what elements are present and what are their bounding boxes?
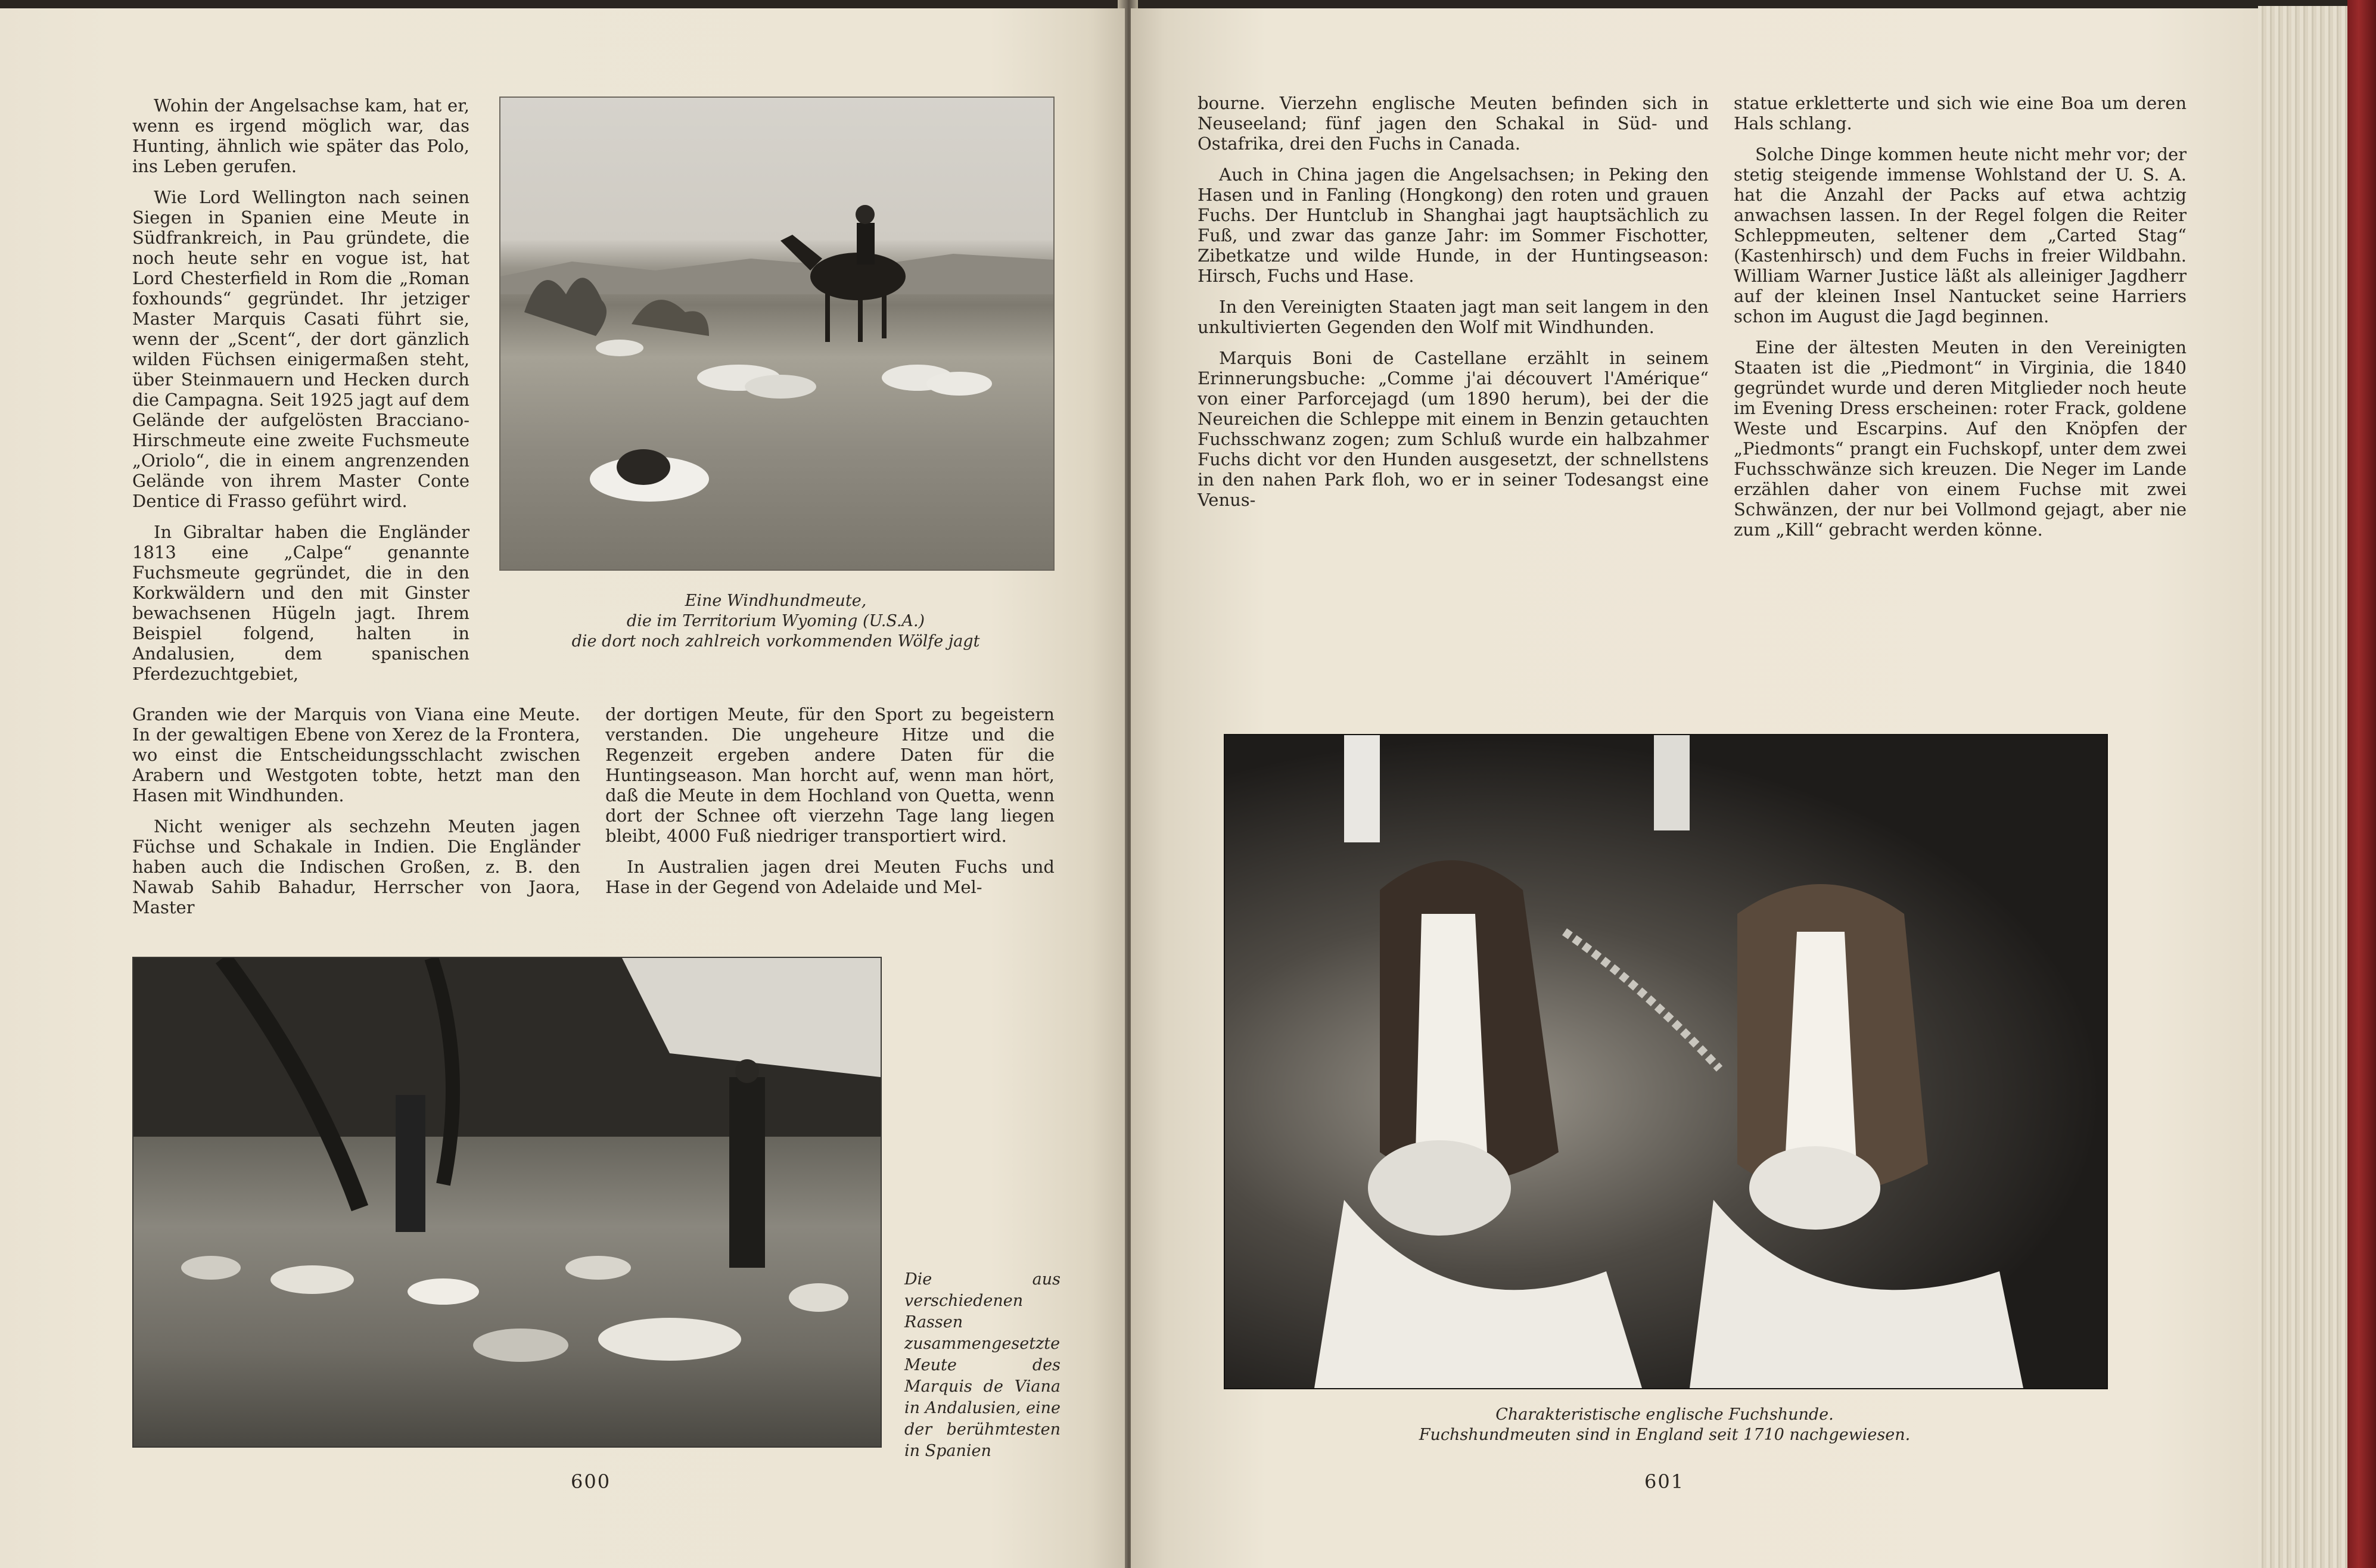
caption-line: Eine Windhundmeute,	[685, 592, 867, 610]
paragraph: Eine der ältesten Meuten in den Vereinigten Staaten ist die „Piedmont“ in Virginia, die 1840 gegründet wurde und deren Mitglieder noch heute im Evening Dress erscheinen: roter Frack, goldene Weste und Escarpins. Auf den Knöpfen der „Piedmonts“ prangt ein Fuchskopf, unter dem zwei Fuchsschwänze sich kreuzen. Die Neger im Lande erzählen daher von einem Fuchse mit zwei Schwänzen, der nur bei Vollmond gejagt, aber nie zum „Kill“ gebracht werden könne.	[1734, 337, 2187, 540]
caption-line: die dort noch zahlreich vorkommenden Wölfe jagt	[571, 632, 980, 651]
paragraph: Nicht weniger als sechzehn Meuten jagen Füchse und Schakale in Indien. Die Engländer haben auch die Indischen Großen, z. B. den Nawab Sahib Bahadur, Herrscher von Jaora, Master	[132, 816, 580, 917]
paragraph: der dortigen Meute, für den Sport zu begeistern verstanden. Die ungeheure Hitze und die Regenzeit ergeben andere Daten für die Huntingseason. Man horcht auf, wenn man hört, daß die Meute in dem Hochland von Quetta, wenn dort der Schnee oft vierzehn Tage lang liegen bleibt, 4000 Fuß niedriger transportiert wird.	[605, 704, 1055, 846]
right-column-2	[1734, 93, 2187, 550]
left-top-column	[132, 95, 469, 695]
paragraph: Marquis Boni de Castellane erzählt in seinem Erinnerungsbuche: „Comme j'ai découvert l'Amérique“ von einer Parforcejagd (um 1890 herum), bei der die Neureichen die Schleppe mit einem in Benzin getauchten Fuchsschwanz zogen; zum Schluß wurde ein halbzahmer Fuchs dicht vor den Hunden ausgesetzt, der schnellstens in den nahen Park floh, wo er in seiner Todesangst eine Venus-	[1198, 348, 1709, 510]
page-number-right: 601	[1644, 1470, 1685, 1493]
paragraph: In den Vereinigten Staaten jagt man seit langem in den unkultivierten Gegenden den Wolf mit Windhunden.	[1198, 297, 1709, 337]
photo-caption-viana: Die aus verschiedenen Rassen zusammengesetzte Meute des Marquis de Viana in Andalusien, eine der berühmtesten in Spanien	[904, 1270, 1061, 1460]
right-column-1	[1198, 93, 1709, 521]
hounds-silhouette-icon	[133, 958, 881, 1446]
caption-line: die im Territorium Wyoming (U.S.A.)	[626, 612, 925, 630]
page-number-left: 600	[571, 1470, 611, 1493]
book-binding	[2347, 0, 2376, 1568]
paragraph: In Australien jagen drei Meuten Fuchs und Hase in der Gegend von Adelaide und Mel-	[605, 857, 1055, 897]
paragraph: Solche Dinge kommen heute nicht mehr vor; der stetig steigende immense Wohlstand der U. S. A. hat die Anzahl der Packs auf etwa achtzig anwachsen lassen. In der Regel folgen die Reiter Schleppmeuten, seltener dem „Carted Stag“ (Kastenhirsch) und dem Fuchs in freier Wildbahn. William Warner Justice läßt als alleiniger Jagdherr auf der kleinen Insel Nantucket seine Harriers schon im August die Jagd beginnen.	[1734, 144, 2187, 326]
left-page	[0, 8, 1125, 1568]
caption-line: Fuchshundmeuten sind in England seit 1710 nachgewiesen.	[1419, 1426, 1911, 1444]
left-bottom-column-1	[132, 704, 580, 928]
page-edges	[2258, 6, 2347, 1568]
photo-caption-windhundmeute	[499, 591, 1052, 652]
paragraph: statue erkletterte und sich wie eine Boa um deren Hals schlang.	[1734, 93, 2187, 133]
foxhound-heads-icon	[1225, 735, 2107, 1388]
right-page	[1131, 8, 2258, 1568]
rider-silhouette-icon	[500, 98, 1053, 570]
english-foxhounds-photo	[1224, 734, 2108, 1389]
paragraph: Granden wie der Marquis von Viana eine Meute. In der gewaltigen Ebene von Xerez de la Frontera, wo einst die Entscheidungsschlacht zwischen Arabern und Westgoten tobte, hetzt man den Hasen mit Windhunden.	[132, 704, 580, 805]
greyhound-pack-photo	[499, 97, 1055, 571]
paragraph: In Gibraltar haben die Engländer 1813 eine „Calpe“ genannte Fuchsmeute gegründet, die in den Korkwäldern und den mit Ginster bewachsenen Hügeln jagt. Ihrem Beispiel folgend, halten in Andalusien, dem spanischen Pferdezuchtgebiet,	[132, 522, 469, 684]
paragraph: Auch in China jagen die Angelsachsen; in Peking den Hasen und in Fanling (Hongkong) den roten und grauen Fuchs. Der Huntclub in Shanghai jagt hauptsächlich zu Fuß, und zwar das ganze Jahr: im Sommer Fischotter, Zibetkatze und wilde Hunde, in der Huntingseason: Hirsch, Fuchs und Hase.	[1198, 164, 1709, 286]
caption-line: Charakteristische englische Fuchshunde.	[1495, 1405, 1834, 1424]
photo-caption-fuchshunde	[1224, 1405, 2106, 1445]
paragraph: Wie Lord Wellington nach seinen Siegen in Spanien eine Meute in Südfrankreich, in Pau gründete, die noch heute sehr en vogue ist, hat Lord Chesterfield in Rom die „Roman foxhounds“ gegründet. Ihr jetziger Master Marquis Casati führt sie, wenn der „Scent“, der dort gänzlich wilden Füchsen einigermaßen steht, über Steinmauern und Hecken durch die Campagna. Seit 1925 jagt auf dem Gelände der aufgelösten Bracciano-Hirschmeute eine zweite Fuchsmeute „Oriolo“, die in einem angrenzenden Gelände von ihrem Master Conte Dentice di Frasso geführt wird.	[132, 187, 469, 511]
left-bottom-column-2	[605, 704, 1055, 908]
paragraph: Wohin der Angelsachse kam, hat er, wenn es irgend möglich war, das Hunting, ähnlich wie später das Polo, ins Leben gerufen.	[132, 95, 469, 176]
viana-hound-pack-photo	[132, 957, 882, 1448]
paragraph: bourne. Vierzehn englische Meuten befinden sich in Neuseeland; fünf jagen den Schakal in Süd- und Ostafrika, drei den Fuchs in Canada.	[1198, 93, 1709, 154]
